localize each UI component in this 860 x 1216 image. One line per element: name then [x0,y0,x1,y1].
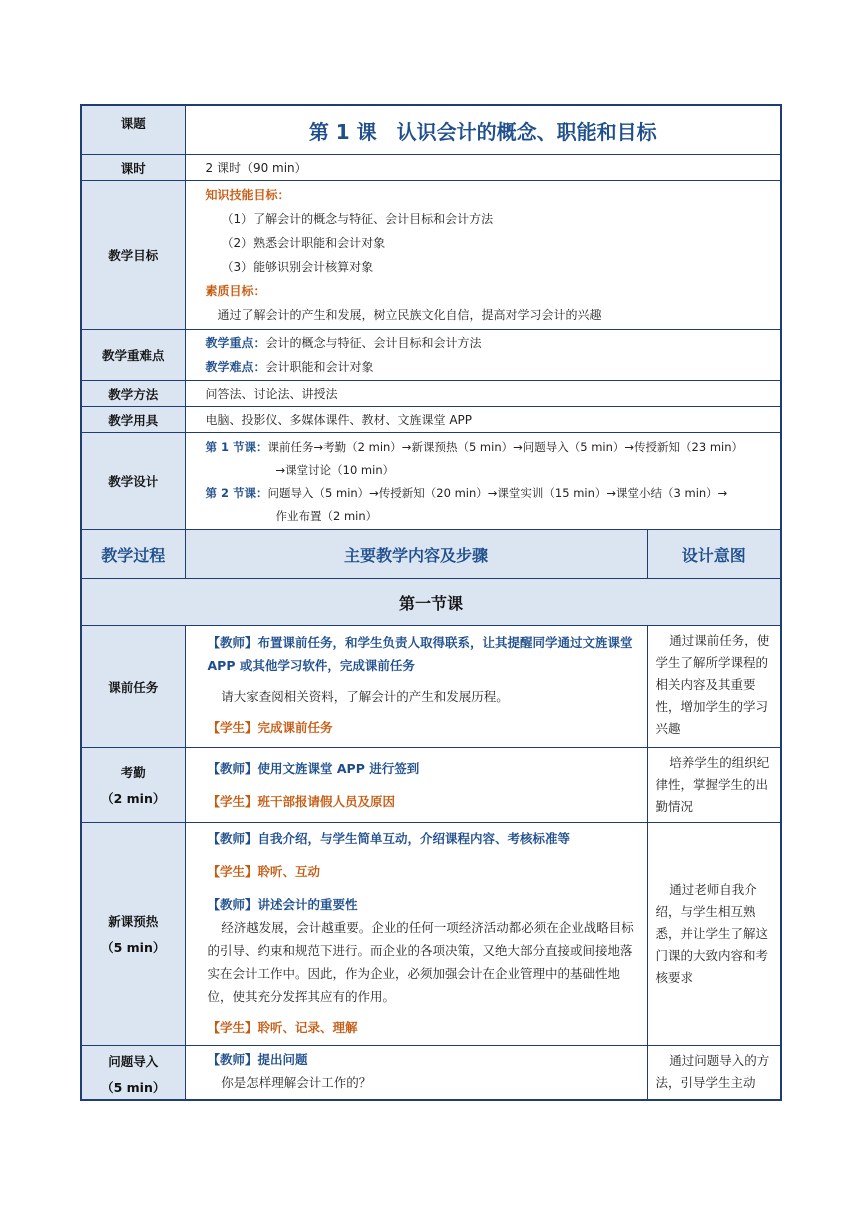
question-text: 你是怎样理解会计工作的？ [221,1075,372,1090]
design-1-prefix: 第 1 节课： [205,440,268,454]
warmup-text: 经济越发展，会计越重要。企业的任何一项经济活动都必须在企业战略目标的引导、约束和规范下进行。而企业的各项决策，又绝大部分直接或间接地落实在会计工作中。因此，作为企业，必须加强会计在企业管理中的基础性地位，使其充分发挥其应有的作用。 [207,920,634,1004]
attendance-time: （2 min） [101,791,166,806]
student-line: 【学生】聆听、互动 [207,864,321,879]
tools-label: 教学用具 [81,407,185,433]
key-text: 会计的概念与特征、会计目标和会计方法 [265,336,482,350]
pre-task-intent: 通过课前任务，使学生了解所学课程的相关内容及其重要性，增加学生的学习兴趣 [647,626,781,748]
attendance-title: 考勤 [120,765,146,780]
content-header: 主要教学内容及步骤 [185,530,647,579]
warmup-intent: 通过老师自我介绍，与学生相互熟悉，并让学生了解这门课的大致内容和考核要求 [647,823,781,1046]
attendance-intent: 培养学生的组织纪律性，掌握学生的出勤情况 [647,748,781,823]
attendance-label [81,748,185,823]
teacher-line: 【教师】自我介绍，与学生简单互动，介绍课程内容、考核标准等 [207,831,571,846]
design-cell [185,433,781,530]
lesson-plan-table [80,104,782,1101]
design-2-line1: 问题导入（5 min）→传授新知（20 min）→课堂实训（15 min）→课堂小结（3 min）→ [267,486,728,500]
hours-value: 2 课时（90 min） [185,155,781,181]
warmup-label [81,823,185,1046]
knowledge-heading: 知识技能目标： [205,188,290,202]
difficult-text: 会计职能和会计对象 [265,360,374,374]
warmup-title: 新课预热 [108,914,159,929]
teacher-line: 【教师】提出问题 [207,1052,308,1067]
design-label: 教学设计 [81,433,185,530]
question-title: 问题导入 [108,1054,159,1069]
knowledge-item: （3）能够识别会计核算对象 [221,260,374,274]
warmup-time: （5 min） [101,940,166,955]
title-label: 课题 [81,105,185,155]
method-value: 问答法、讨论法、讲授法 [185,381,781,407]
process-header: 教学过程 [81,530,185,579]
attendance-content [185,748,647,823]
student-line: 【学生】班干部报请假人员及原因 [207,794,396,809]
teacher-line: 【教师】使用文旌课堂 APP 进行签到 [207,761,420,776]
design-1-line1: 课前任务→考勤（2 min）→新课预热（5 min）→问题导入（5 min）→传授新知（23 min） [267,440,744,454]
student-line: 【学生】完成课前任务 [207,720,333,735]
question-intent: 通过问题导入的方法，引导学生主动 [647,1046,781,1100]
tools-value: 电脑、投影仪、多媒体课件、教材、文旌课堂 APP [185,407,781,433]
intent-header: 设计意图 [647,530,781,579]
key-prefix: 教学重点： [205,336,266,350]
hours-label: 课时 [81,155,185,181]
objectives-label: 教学目标 [81,181,185,330]
pre-task-label: 课前任务 [81,626,185,748]
difficult-prefix: 教学难点： [205,360,266,374]
knowledge-item: （1）了解会计的概念与特征、会计目标和会计方法 [221,212,494,226]
knowledge-item: （2）熟悉会计职能和会计对象 [221,236,386,250]
objectives-cell [185,181,781,330]
quality-text: 通过了解会计的产生和发展，树立民族文化自信，提高对学习会计的兴趣 [217,308,602,322]
page-title: 第 1 课 认识会计的概念、职能和目标 [185,105,781,155]
question-content [185,1046,647,1100]
teacher-line: 【教师】讲述会计的重要性 [207,897,358,912]
design-1-line2: →课堂讨论（10 min） [275,463,395,477]
design-2-line2: 作业布置（2 min） [275,509,378,523]
student-line: 【学生】聆听、记录、理解 [207,1020,358,1035]
keypoints-cell [185,330,781,381]
teacher-line: 【教师】布置课前任务，和学生负责人取得联系，让其提醒同学通过文旌课堂 APP 或其他学习软件，完成课前任务 [207,635,633,673]
keypoints-label: 教学重难点 [81,330,185,381]
question-label [81,1046,185,1100]
warmup-content [185,823,647,1046]
pre-task-text: 请大家查阅相关资料，了解会计的产生和发展历程。 [221,689,509,704]
section-title: 第一节课 [81,579,781,626]
design-2-prefix: 第 2 节课： [205,486,268,500]
lesson-plan [80,104,780,1101]
method-label: 教学方法 [81,381,185,407]
pre-task-content [185,626,647,748]
question-time: （5 min） [101,1080,166,1095]
quality-heading: 素质目标： [205,284,266,298]
